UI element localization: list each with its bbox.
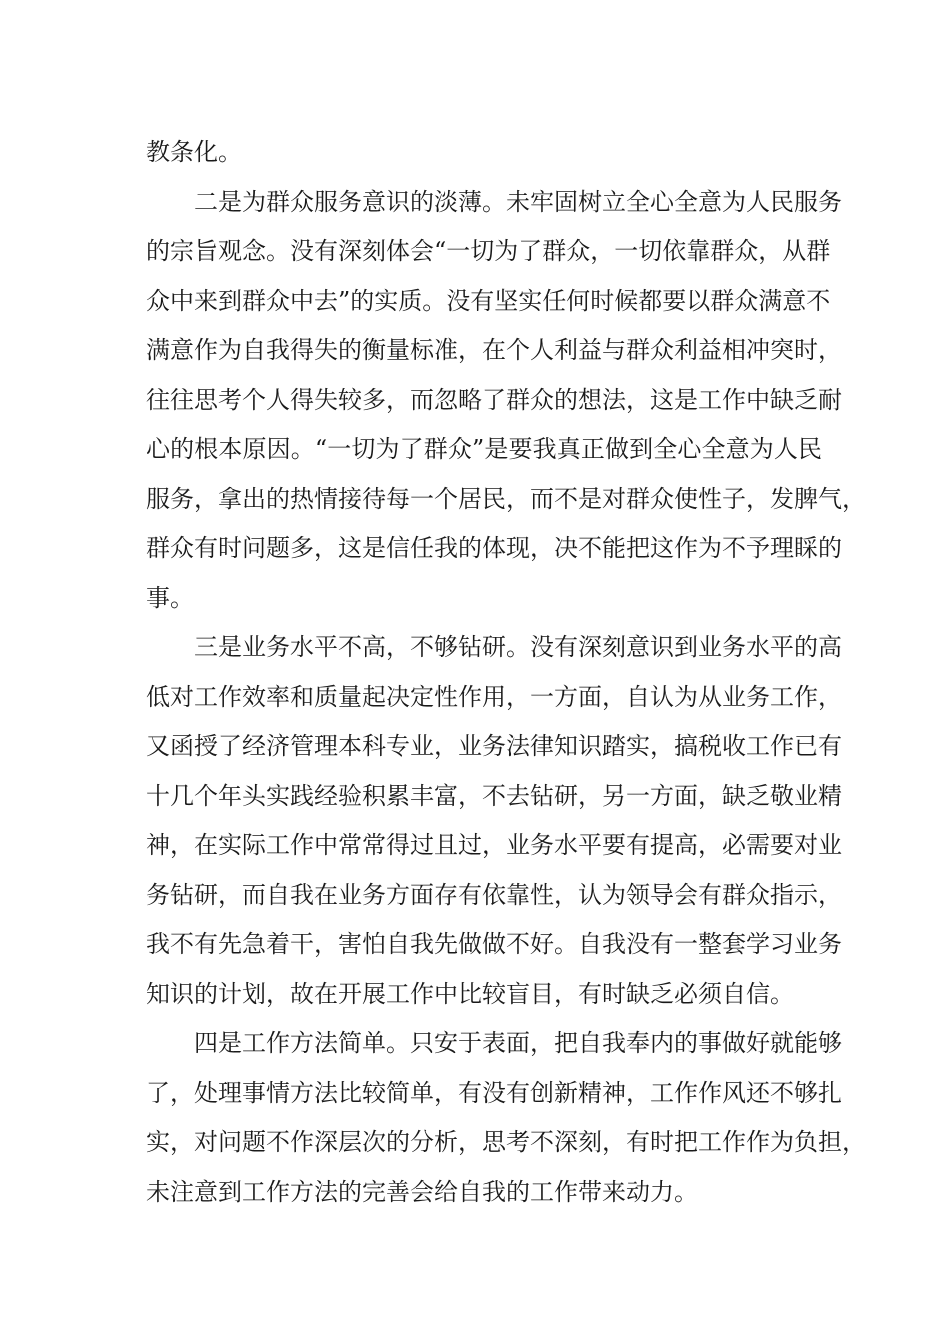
text-line: 满意作为自我得失的衡量标准，在个人利益与群众利益相冲突时，	[146, 336, 842, 364]
text-line: 众中来到群众中去”的实质。没有坚实任何时候都要以群众满意不	[146, 286, 831, 315]
text-line: 实，对问题不作深层次的分析，思考不深刻，有时把工作作为负担，	[146, 1128, 866, 1156]
text-line: 务钻研，而自我在业务方面存有依靠性，认为领导会有群众指示，	[146, 880, 842, 909]
text-line: 又函授了经济管理本科专业，业务法律知识踏实，搞税收工作已有	[146, 732, 842, 760]
text-line: 神，在实际工作中常常得过且过，业务水平要有提高，必需要对业	[146, 831, 842, 859]
paragraph-first-line: 三是业务水平不高，不够钻研。没有深刻意识到业务水平的高	[194, 633, 842, 661]
text-line: 心的根本原因。“一切为了群众”是要我真正做到全心全意为人民	[146, 435, 822, 463]
text-line: 知识的计划，故在开展工作中比较盲目，有时缺乏必须自信。	[146, 979, 794, 1008]
text-line: 十几个年头实践经验积累丰富，不去钻研，另一方面，缺乏敬业精	[146, 781, 842, 810]
text-line: 低对工作效率和质量起决定性作用，一方面，自认为从业务工作，	[146, 682, 842, 711]
text-line: 事。	[146, 583, 194, 612]
paragraph-first-line: 四是工作方法简单。只安于表面，把自我奉内的事做好就能够	[194, 1029, 842, 1057]
text-line: 我不有先急着干，害怕自我先做做不好。自我没有一整套学习业务	[146, 930, 842, 958]
text-line: 往往思考个人得失较多，而忽略了群众的想法，这是工作中缺乏耐	[146, 385, 842, 414]
document-body	[146, 128, 866, 1217]
text-line: 群众有时问题多，这是信任我的体现，决不能把这作为不予理睬的	[146, 534, 842, 562]
text-line: 教条化。	[146, 138, 242, 166]
text-line: 的宗旨观念。没有深刻体会“一切为了群众，一切依靠群众，从群	[146, 237, 831, 265]
text-line: 服务，拿出的热情接待每一个居民，而不是对群众使性子，发脾气，	[146, 484, 866, 513]
paragraph-first-line: 二是为群众服务意识的淡薄。未牢固树立全心全意为人民服务	[194, 187, 842, 216]
text-line: 了，处理事情方法比较简单，有没有创新精神，工作作风还不够扎	[146, 1078, 842, 1107]
text-line: 未注意到工作方法的完善会给自我的工作带来动力。	[146, 1177, 698, 1206]
